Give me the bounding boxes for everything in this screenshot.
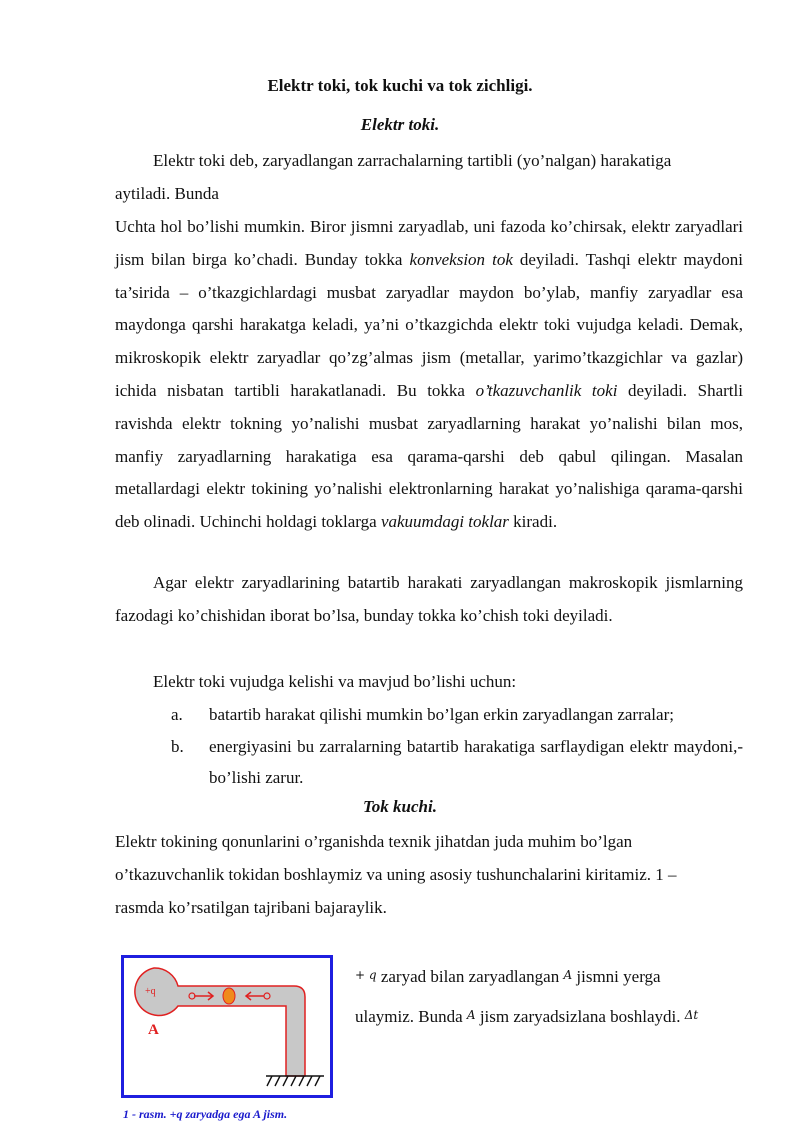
term-otkazuvchanlik-toki: o’tkazuvchanlik toki: [475, 380, 618, 400]
paragraph-1-line-2: [115, 178, 743, 211]
list-marker: a.: [171, 705, 183, 724]
side-text-2: jismni yerga: [572, 967, 661, 986]
figure-1-caption: 1 - rasm. +q zaryadga ega A jism.: [123, 1107, 288, 1121]
paragraph-2-part-a: Uchta hol bo’lishi mumkin. Biror jismni zaryadlab, uni fazoda ko’chirsak, elektr zaryadlari jism bilan birga ko’chadi. Bunday tokka: [115, 217, 743, 269]
moving-charge: [223, 988, 235, 1004]
side-text-1: zaryad bilan zaryadlangan: [376, 967, 564, 986]
charged-conductor: [135, 968, 305, 1076]
side-line-2: [355, 996, 745, 1036]
symbol-a: A: [563, 968, 573, 982]
paragraph-1-line-1: [115, 145, 743, 178]
symbol-delta-t: Δt: [684, 1008, 699, 1022]
sphere-charge-label: +q: [145, 986, 156, 997]
paragraph-2-part-c: deyiladi. Tashqi elektr maydoni ta’sirida – o’tkazgichlardagi musbat zaryadlar maydon bo’ylab, manfiy zaryadlar esa maydonga qarshi harakatga keladi, ya’ni o’tkazgichda elektr toki vujudga keladi. Demak, mikroskopik elektr zaryadlar qo’zg’almas jism (metallar, yarimo’tkazgichlar va gazlar) ichida nisbatan tartibli harakatlanadi. Bu tokka: [115, 249, 744, 400]
figure-1: [121, 955, 333, 1098]
list-item: [171, 699, 743, 731]
list-item-text: batartib harakat qilishi mumkin bo’lgan erkin zaryadlangan zarralar;: [209, 705, 674, 724]
section-heading-tok-kuchi: Tok kuchi.: [362, 797, 437, 816]
paragraph-1-text: Elektr toki deb, zaryadlangan zarrachalarning tartibli (yo’nalgan) harakatiga: [153, 151, 672, 170]
paragraph-1-end: aytiladi. Bunda: [115, 184, 219, 203]
section-2-line-3: rasmda ko’rsatilgan tajribani bajaraylik.: [115, 898, 387, 917]
paragraph-3: Agar elektr zaryadlarining batartib harakati zaryadlangan makroskopik jismlarning fazodagi ko’chishidan iborat bo’lsa, bunday tokka ko’chish toki deyiladi.: [115, 573, 743, 625]
section-2-line-2: o’tkazuvchanlik tokidan boshlaymiz va uning asosiy tushunchalarini kiritamiz. 1 –: [115, 865, 677, 884]
term-konveksion-tok: konveksion tok: [409, 249, 513, 269]
list-item: [171, 731, 743, 794]
symbol-plus-q: + q: [355, 968, 377, 982]
side-text-4: jism zaryadsizlana boshlaydi.: [475, 1007, 685, 1026]
side-line-1: [355, 956, 745, 996]
section-2-line-1: Elektr tokining qonunlarini o’rganishda texnik jihatdan juda muhim bo’lgan: [115, 832, 633, 851]
list-item-text: energiyasini bu zarralarning batartib harakatiga sarflaydigan elektr maydoni,- bo’lishi zarur.: [209, 736, 743, 787]
body-label-a: A: [148, 1022, 159, 1038]
paragraph-2: [115, 211, 743, 539]
paragraph-4: Elektr toki vujudga kelishi va mavjud bo’lishi uchun:: [153, 672, 517, 691]
conditions-list: [171, 699, 743, 794]
paragraph-2-part-g: kiradi.: [508, 512, 558, 532]
document-title: Elektr toki, tok kuchi va tok zichligi.: [267, 76, 533, 95]
paragraph-2-part-e: deyiladi. Shartli ravishda elektr tokning yo’nalishi musbat zaryadlarning harakat yo’nalishi bilan mos, manfiy zaryadlarning harakatiga esa qarama-qarshi deb qabul qilingan. Masalan metallardagi elektr tokining yo’nalishi elektronlarning harakat yo’nalishiga qarama-qarshi deb olinadi. Uchinchi holdagi toklarga: [115, 380, 743, 532]
figure-1-drawing: [124, 958, 330, 1095]
symbol-a-2: A: [466, 1008, 476, 1022]
section-heading-elektr-toki: Elektr toki.: [360, 115, 440, 134]
figure-side-text: [355, 956, 745, 1036]
ground-icon: [266, 1076, 324, 1086]
term-vakuumdagi-toklar: vakuumdagi toklar: [380, 512, 509, 532]
side-text-3: ulaymiz. Bunda: [355, 1007, 467, 1026]
list-marker: b.: [171, 736, 184, 756]
